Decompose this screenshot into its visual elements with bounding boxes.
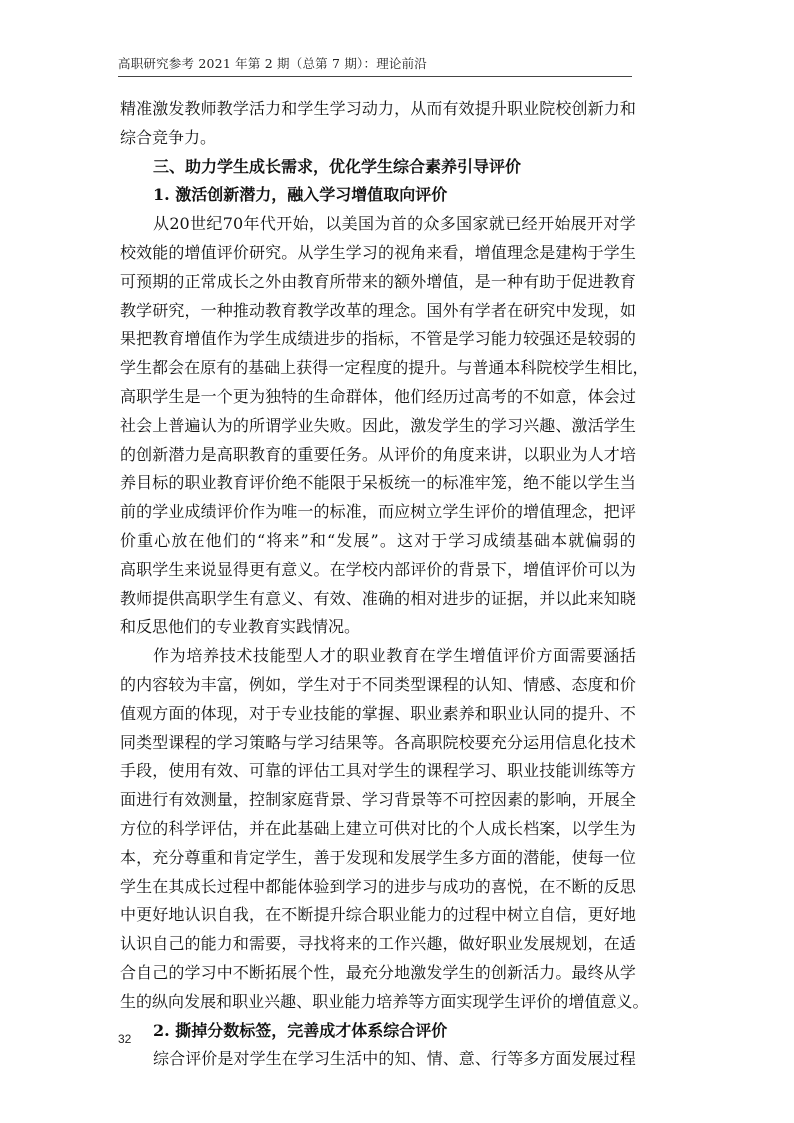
body-line: 手 段 ， 使 用 有 效 、 可 靠 的 评 估 工 具 对 学 生 的 课 程 学 习 、 职 业 技 能 训 练 等 方 (120, 761, 636, 781)
body-line: 精 准 激 发 教 师 教 学 活 力 和 学 生 学 习 动 力 ， 从 而 有 效 提 升 职 业 院 校 创 新 力 和 (120, 99, 636, 118)
body-line: 高 职 学 生 是 一 个 更 为 独 特 的 生 命 群 体 ， 他 们 经 历 过 高 考 的 不 如 意 ， 体 会 过 (120, 386, 636, 406)
body-line: 教 学 研 究 ， 一 种 推 动 教 育 教 学 改 革 的 理 念 。 国 外 有 学 者 在 研 究 中 发 现 ， 如 (120, 300, 636, 320)
body-line: 本 ， 充 分 尊 重 和 肯 定 学 生 ， 善 于 发 现 和 发 展 学 生 多 方 面 的 潜 能 ， 使 每 一 位 (120, 847, 636, 867)
body-line: 可 预 期 的 正 常 成 长 之 外 由 教 育 所 带 来 的 额 外 增 值 ， 是 一 种 有 助 于 促 进 教 育 (120, 271, 636, 291)
section-heading: 2. 撕掉分数标签，完善成才体系综合评价 (153, 1020, 448, 1040)
body-line: 的 创 新 潜 力 是 高 职 教 育 的 重 要 任 务 。 从 评 价 的 角 度 来 讲 ， 以 职 业 为 人 才 培 (120, 444, 636, 464)
body-line: 价 重 心 放 在 他 们 的 “ 将 来 ” 和 “ 发 展 ” 。 这 对 于 学 习 成 绩 基 础 本 就 偏 弱 的 (120, 530, 636, 550)
page-number: 32 (118, 1032, 132, 1046)
paragraph-first-line: 从 20 世 纪 70 年 代 开 始 ， 以 美 国 为 首 的 众 多 国 家 就 已 经 开 始 展 开 对 学 (153, 214, 636, 234)
paragraph-first-line: 综 合 评 价 是 对 学 生 在 学 习 生 活 中 的 知 、 情 、 意 、 行 等 多 方 面 发 展 过 程 (153, 1049, 636, 1069)
body-line: 生 的 纵 向 发 展 和 职 业 兴 趣 、 职 业 能 力 培 养 等 方 面 实 现 学 生 评 价 的 增 值 意 义 。 (120, 991, 649, 1011)
body-line: 社 会 上 普 遍 认 为 的 所 谓 学 业 失 败 。 因 此 ， 激 发 学 生 的 学 习 兴 趣 、 激 活 学 生 (120, 415, 636, 435)
body-line: 方 位 的 科 学 评 估 ， 并 在 此 基 础 上 建 立 可 供 对 比 的 个 人 成 长 档 案 ， 以 学 生 为 (120, 818, 636, 838)
body-line: 果 把 教 育 增 值 作 为 学 生 成 绩 进 步 的 指 标 ， 不 管 是 学 习 能 力 较 强 还 是 较 弱 的 (120, 329, 636, 349)
body-line: 认 识 自 己 的 能 力 和 需 要 ， 寻 找 将 来 的 工 作 兴 趣 ， 做 好 职 业 发 展 规 划 ， 在 适 (120, 934, 636, 954)
body-line: 前 的 学 业 成 绩 评 价 作 为 唯 一 的 标 准 ， 而 应 树 立 学 生 评 价 的 增 值 理 念 ， 把 评 (120, 502, 636, 522)
paragraph-last-line: 和反思他们的专业教育实践情况。 (120, 617, 361, 637)
body-line: 值 观 方 面 的 体 现 ， 对 于 专 业 技 能 的 掌 握 、 职 业 素 养 和 职 业 认 同 的 提 升 、 不 (120, 703, 636, 723)
body-line: 同 类 型 课 程 的 学 习 策 略 与 学 习 结 果 等 。 各 高 职 院 校 要 充 分 运 用 信 息 化 技 术 (120, 732, 636, 752)
running-header (118, 48, 632, 77)
body-line: 学 生 都 会 在 原 有 的 基 础 上 获 得 一 定 程 度 的 提 升 。 与 普 通 本 科 院 校 学 生 相 比 ， (120, 358, 649, 378)
journal-running-title: 高职研究参考 2021 年第 2 期（总第 7 期）：理论前沿 (118, 56, 428, 71)
paragraph-first-line: 作 为 培 养 技 术 技 能 型 人 才 的 职 业 教 育 在 学 生 增 值 评 价 方 面 需 要 涵 括 (153, 646, 636, 666)
body-line: 高 职 学 生 来 说 显 得 更 有 意 义 。 在 学 校 内 部 评 价 的 背 景 下 ， 增 值 评 价 可 以 为 (120, 559, 636, 579)
section-heading: 1. 激活创新潜力，融入学习增值取向评价 (153, 185, 448, 205)
paragraph-last-line: 综合竞争力。 (120, 127, 217, 147)
article-body (120, 95, 649, 1074)
body-line: 的 内 容 较 为 丰 富 ， 例 如 ， 学 生 对 于 不 同 类 型 课 程 的 认 知 、 情 感 、 态 度 和 价 (120, 674, 636, 694)
body-line: 中 更 好 地 认 识 自 我 ， 在 不 断 提 升 综 合 职 业 能 力 的 过 程 中 树 立 自 信 ， 更 好 地 (120, 905, 636, 925)
body-line: 养 目 标 的 职 业 教 育 评 价 绝 不 能 限 于 呆 板 统 一 的 标 准 牢 笼 ， 绝 不 能 以 学 生 当 (120, 473, 636, 493)
body-line: 学 生 在 其 成 长 过 程 中 都 能 体 验 到 学 习 的 进 步 与 成 功 的 喜 悦 ， 在 不 断 的 反 思 (120, 876, 636, 896)
body-line: 教 师 提 供 高 职 学 生 有 意 义 、 有 效 、 准 确 的 相 对 进 步 的 证 据 ， 并 以 此 来 知 晓 (120, 588, 636, 608)
body-line: 面 进 行 有 效 测 量 ， 控 制 家 庭 背 景 、 学 习 背 景 等 不 可 控 因 素 的 影 响 ， 开 展 全 (120, 790, 636, 810)
section-heading: 三、助力学生成长需求，优化学生综合素养引导评价 (153, 156, 522, 176)
body-line: 合 自 己 的 学 习 中 不 断 拓 展 个 性 ， 最 充 分 地 激 发 学 生 的 创 新 活 力 。 最 终 从 学 (120, 962, 636, 982)
body-line: 校 效 能 的 增 值 评 价 研 究 。 从 学 生 学 习 的 视 角 来 看 ， 增 值 理 念 是 建 构 于 学 生 (120, 242, 636, 262)
